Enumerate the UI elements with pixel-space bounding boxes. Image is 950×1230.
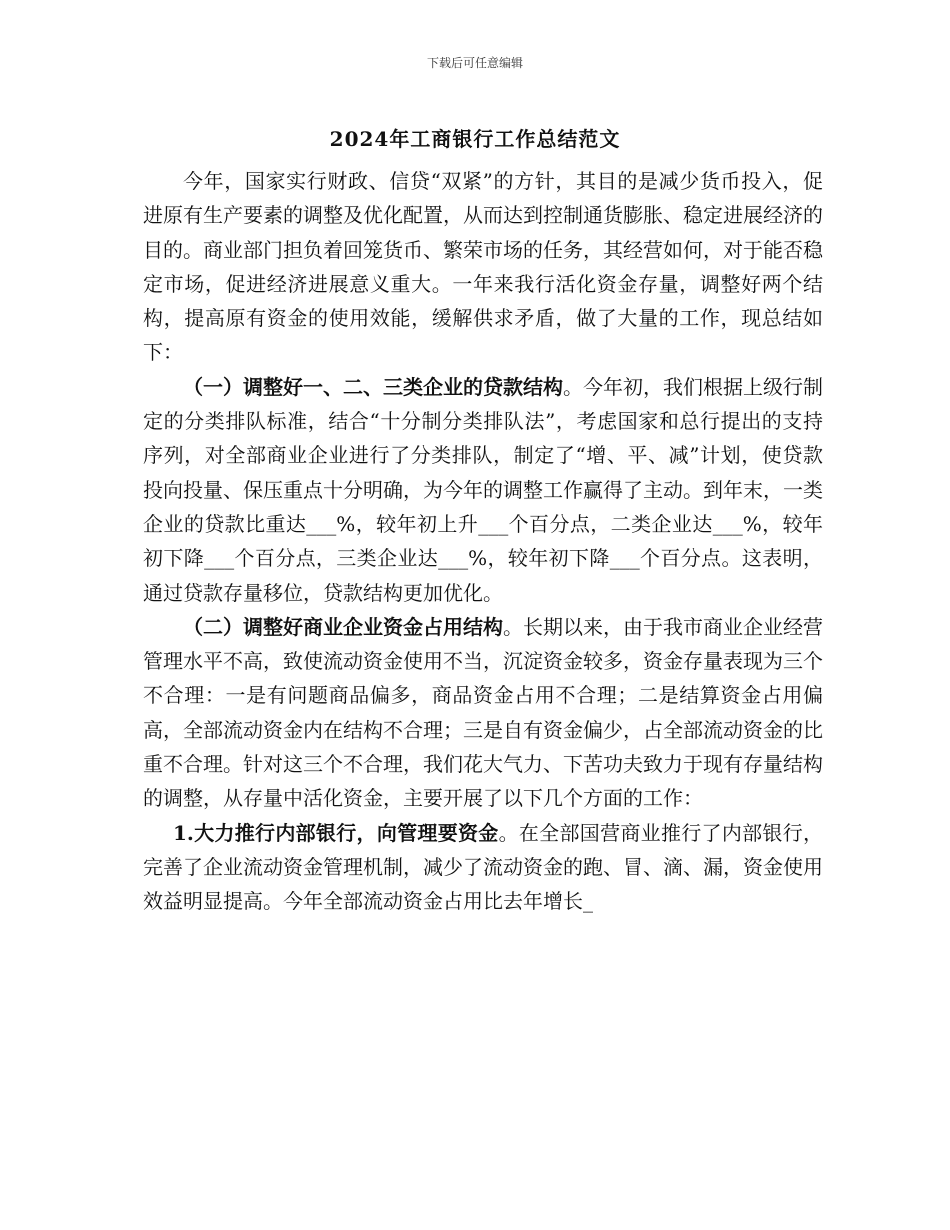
paragraph-subitem-1 — [143, 816, 823, 919]
paragraph-text: 。在全部国营商业推行了内部银行，完善了企业流动资金管理机制，减少了流动资金的跑、冒、滴、漏，资金使用效益明显提高。今年全部流动资金占用比去年增长_ — [143, 820, 824, 914]
paragraph-intro — [143, 164, 823, 370]
paragraph-section-2 — [143, 610, 823, 816]
paragraph-text: 今年，国家实行财政、信贷“双紧”的方针，其目的是减少货币投入，促进原有生产要素的调整及优化配置，从而达到控制通货膨胀、稳定进展经济的目的。商业部门担负着回笼货币、繁荣市场的任务，其经营如何，对于能否稳定市场，促进经济进展意义重大。一年来我行活化资金存量，调整好两个结构，提高原有资金的使用效能，缓解供求矛盾，做了大量的工作，现总结如下： — [143, 169, 823, 365]
paragraph-text: 。长期以来，由于我市商业企业经营管理水平不高，致使流动资金使用不当，沉淀资金较多，资金存量表现为三个不合理：一是有问题商品偏多，商品资金占用不合理；二是结算资金占用偏高，全部流动资金内在结构不合理；三是自有资金偏少，占全部流动资金的比重不合理。针对这三个不合理，我们花大气力、下苦功夫致力于现有存量结构的调整，从存量中活化资金，主要开展了以下几个方面的工作： — [143, 614, 823, 811]
header-note: 下载后可任意编辑 — [426, 56, 523, 70]
document-body — [143, 164, 823, 919]
section-heading: （一）调整好一、二、三类企业的贷款结构 — [183, 374, 563, 399]
document-title: 2024年工商银行工作总结范文 — [329, 127, 621, 151]
section-heading: （二）调整好商业企业资金占用结构 — [183, 614, 503, 639]
paragraph-section-1 — [143, 370, 823, 610]
subitem-heading: 1.大力推行内部银行，向管理要资金 — [173, 820, 499, 845]
paragraph-text: 。今年初，我们根据上级行制定的分类排队标准，结合“十分制分类排队法”，考虑国家和总行提出的支持序列，对全部商业企业进行了分类排队，制定了“增、平、减”计划，使贷款投向投量、保压重点十分明确，为今年的调整工作赢得了主动。到年末，一类企业的贷款比重达___%，较年初上升___个百分点，二类企业达___%，较年初下降___个百分点，三类企业达___%，较年初下降___个百分点。这表明，通过贷款存量移位，贷款结构更加优化。 — [143, 374, 823, 605]
